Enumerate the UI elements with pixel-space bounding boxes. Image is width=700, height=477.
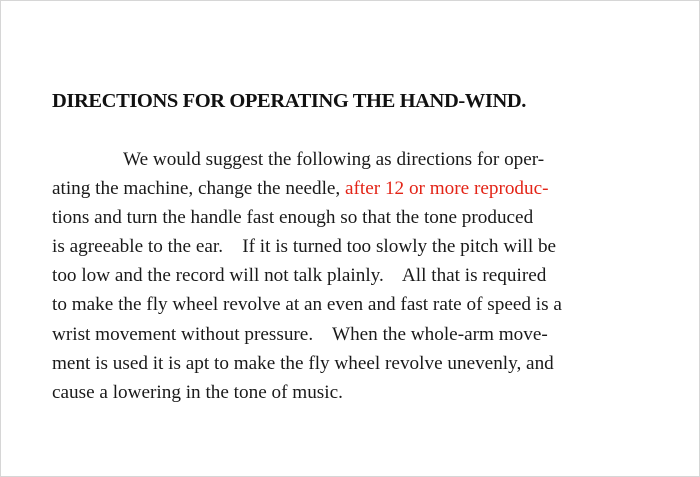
- text-line: [52, 145, 562, 174]
- text-segment: tions and turn the handle fast enough so that the tone produced: [52, 207, 534, 229]
- text-segment: ating the machine, change the needle,: [52, 178, 346, 200]
- text-segment: is agreeable to the ear. If it is turned too slowly the pitch will be: [52, 236, 557, 258]
- text-segment: too low and the record will not talk plainly. All that is required: [52, 265, 547, 287]
- text-line: [52, 378, 562, 407]
- document-body: [52, 145, 562, 407]
- text-line: [52, 203, 562, 232]
- text-line: [52, 232, 562, 261]
- document-title: DIRECTIONS FOR OPERATING THE HAND-WIND.: [52, 90, 526, 112]
- highlighted-text: after 12 or more reproduc-: [345, 178, 549, 200]
- text-line: [52, 320, 562, 349]
- text-segment: ment is used it is apt to make the fly wheel revolve unevenly, and: [52, 352, 554, 374]
- text-line: [52, 174, 562, 203]
- text-segment: We would suggest the following as directions for oper-: [123, 149, 545, 170]
- text-line: [52, 349, 562, 378]
- text-segment: wrist movement without pressure. When the whole-arm move-: [52, 323, 548, 345]
- text-segment: to make the fly wheel revolve at an even and fast rate of speed is a: [52, 294, 562, 316]
- text-line: [52, 261, 562, 290]
- text-segment: cause a lowering in the tone of music.: [52, 381, 343, 403]
- text-line: [52, 290, 562, 319]
